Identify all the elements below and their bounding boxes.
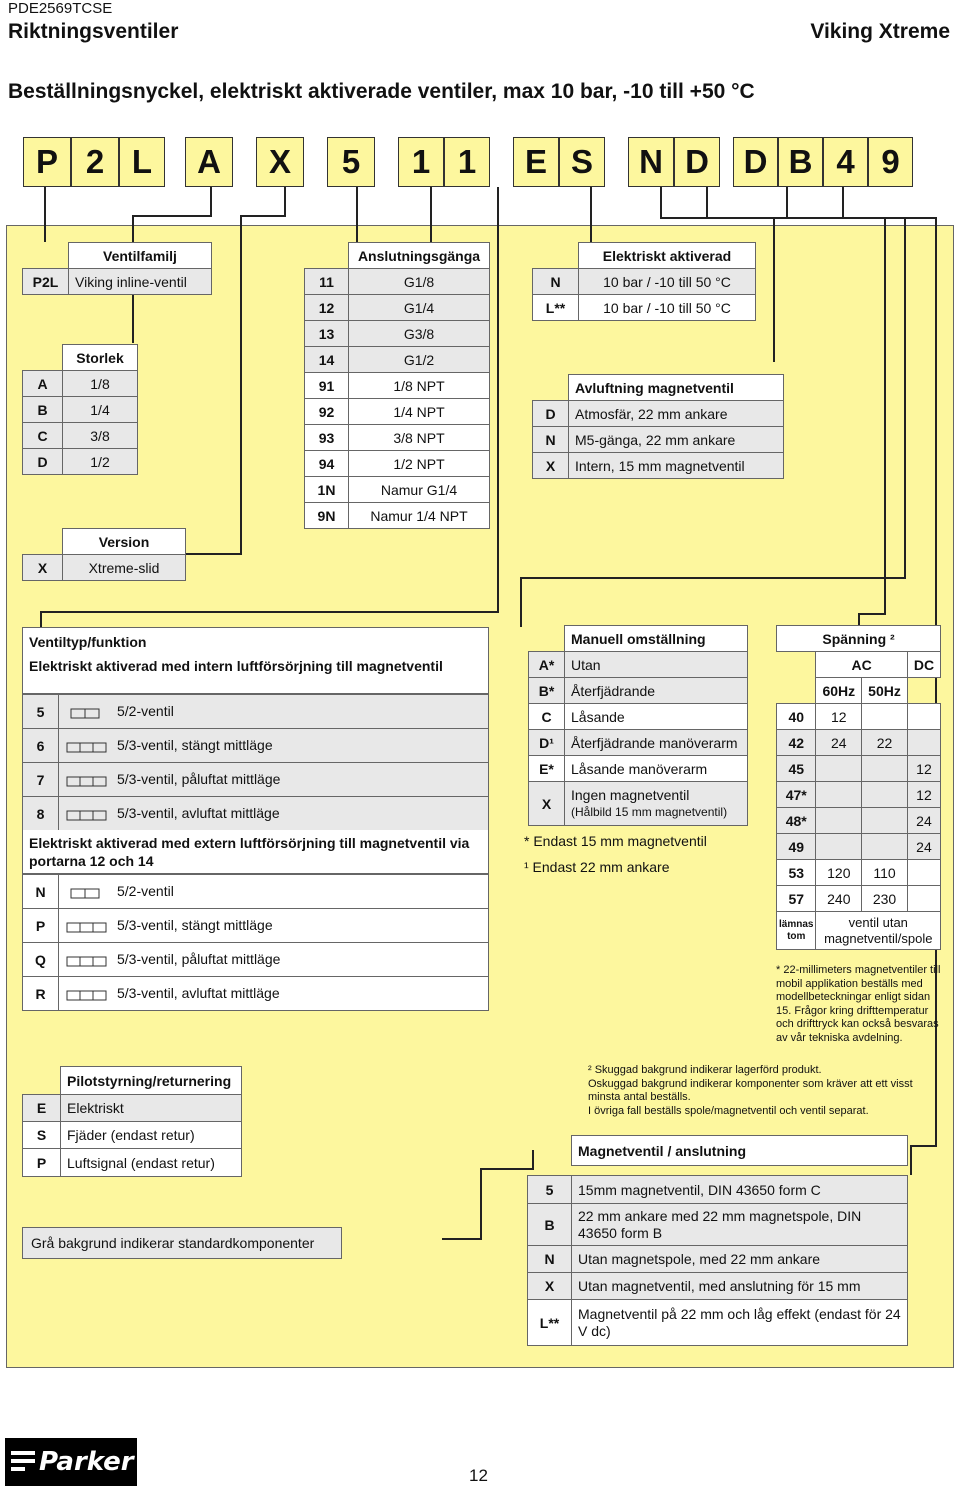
elektriskt-table	[532, 242, 756, 321]
magnetventil-code: N	[528, 1246, 572, 1273]
ventiltyp-code: 5	[23, 695, 59, 729]
elektriskt-title: Elektriskt aktiverad	[579, 243, 756, 269]
pilot-table	[22, 1066, 242, 1177]
ventilfamilj-title: Ventilfamilj	[69, 243, 212, 269]
spanning-tom-label: ventil utan magnetventil/spole	[816, 912, 941, 950]
spanning-title: Spänning ²	[777, 626, 941, 652]
anslutning-table	[304, 242, 490, 529]
key-cell: 9	[868, 137, 913, 187]
spanning-value: 240	[816, 886, 862, 912]
ventiltyp-label: 5/3-ventil, avluftat mittläge	[117, 985, 280, 1002]
spanning-code: 42	[777, 730, 816, 756]
valve-symbol-icon	[65, 988, 109, 1002]
key-cell: D	[733, 137, 778, 187]
pilot-label: Fjäder (endast retur)	[61, 1122, 242, 1149]
ventiltyp-label: 5/3-ventil, stängt mittläge	[117, 917, 273, 934]
manuell-label: Återfjädrande manöverarm	[565, 730, 748, 756]
anslutning-label: Namur 1/4 NPT	[349, 503, 490, 529]
magnetventil-label: 15mm magnetventil, DIN 43650 form C	[572, 1176, 908, 1204]
key-cell: A	[185, 137, 233, 187]
manuell-table	[528, 625, 748, 826]
key-cell: X	[256, 137, 304, 187]
ventiltyp-label: 5/2-ventil	[117, 703, 174, 720]
brand-name: Viking Xtreme	[810, 20, 950, 43]
avluftning-label: M5-gänga, 22 mm ankare	[569, 427, 784, 453]
spanning-value	[907, 860, 940, 886]
spanning-dc: DC	[907, 652, 940, 678]
parker-logo-text: Parker	[39, 1447, 134, 1477]
magnetventil-label: Utan magnetspole, med 22 mm ankare	[572, 1246, 908, 1273]
manuell-sublabel: (Hålbild 15 mm magnetventil)	[571, 805, 728, 819]
storlek-label: 3/8	[63, 423, 138, 449]
ventiltyp-label: 5/2-ventil	[117, 883, 174, 900]
ventilfamilj-code: P2L	[23, 269, 69, 295]
anslutning-label: G1/8	[349, 269, 490, 295]
parker-emblem-icon	[9, 1447, 39, 1477]
spanning-value: 12	[816, 704, 862, 730]
spanning-code: 48*	[777, 808, 816, 834]
elektriskt-code: L**	[533, 295, 579, 321]
avluftning-label: Intern, 15 mm magnetventil	[569, 453, 784, 479]
storlek-code: D	[23, 449, 63, 475]
spanning-value	[816, 756, 862, 782]
version-table	[22, 528, 186, 581]
pilot-title: Pilotstyrning/returnering	[61, 1067, 242, 1095]
ventiltyp-code: 8	[23, 797, 59, 831]
page-number: 12	[469, 1466, 488, 1485]
spanning-60hz: 60Hz	[816, 678, 862, 704]
magnetventil-label: 22 mm ankare med 22 mm magnetspole, DIN 43650 form B	[572, 1204, 908, 1246]
key-cell: P	[23, 137, 71, 187]
pilot-code: P	[23, 1149, 61, 1177]
manuell-label: Låsande manöverarm	[565, 756, 748, 782]
ventiltyp-code: R	[23, 977, 59, 1011]
storlek-code: C	[23, 423, 63, 449]
key-cell: 1	[444, 137, 490, 187]
anslutning-label: 1/8 NPT	[349, 373, 490, 399]
spanning-code: 40	[777, 704, 816, 730]
ventilfamilj-label: Viking inline-ventil	[69, 269, 212, 295]
elektriskt-code: N	[533, 269, 579, 295]
ventiltyp-code: N	[23, 875, 59, 909]
version-code: X	[23, 555, 63, 581]
spanning-value: 230	[862, 886, 908, 912]
anslutning-code: 14	[305, 347, 349, 373]
anslutning-code: 91	[305, 373, 349, 399]
spanning-value: 24	[907, 808, 940, 834]
spanning-code: 45	[777, 756, 816, 782]
valve-symbol-icon	[65, 808, 109, 822]
avluftning-label: Atmosfär, 22 mm ankare	[569, 401, 784, 427]
stock-note	[588, 1064, 938, 1118]
storlek-title: Storlek	[63, 345, 138, 371]
anslutning-code: 92	[305, 399, 349, 425]
magnetventil-code: L**	[528, 1300, 572, 1346]
key-cell: 4	[823, 137, 868, 187]
avluftning-code: N	[533, 427, 569, 453]
avluftning-code: D	[533, 401, 569, 427]
anslutning-code: 94	[305, 451, 349, 477]
key-cell: L	[119, 137, 165, 187]
anslutning-label: Namur G1/4	[349, 477, 490, 503]
ventiltyp-intern-title: Elektriskt aktiverad med intern luftförsörjning till magnetventil	[22, 656, 489, 694]
manuell-code: C	[529, 704, 565, 730]
spanning-value: 12	[907, 782, 940, 808]
magnetventil-label: Magnetventil på 22 mm och låg effekt (endast för 24 V dc)	[572, 1300, 908, 1346]
spanning-value: 22	[862, 730, 908, 756]
ventiltyp-code: Q	[23, 943, 59, 977]
spanning-table	[776, 625, 941, 950]
ventiltyp-extern-title: Elektriskt aktiverad med extern luftförsörjning till magnetventil via portarna 12 och 14	[22, 830, 489, 874]
stock-note-line: I övriga fall beställs spole/magnetventil och ventil separat.	[588, 1104, 869, 1117]
pilot-label: Elektriskt	[61, 1095, 242, 1122]
storlek-label: 1/4	[63, 397, 138, 423]
spanning-value	[862, 808, 908, 834]
valve-symbol-icon	[65, 706, 109, 720]
spanning-50hz: 50Hz	[862, 678, 908, 704]
key-cell: D	[674, 137, 720, 187]
storlek-table	[22, 344, 138, 475]
spanning-code: 47*	[777, 782, 816, 808]
ventilfamilj-table	[22, 242, 212, 295]
key-cell: E	[513, 137, 559, 187]
anslutning-label: 3/8 NPT	[349, 425, 490, 451]
manuell-label: Ingen magnetventil	[571, 787, 690, 803]
section-title: Beställningsnyckel, elektriskt aktiverade ventiler, max 10 bar, -10 till +50 °C	[8, 80, 755, 103]
page-title: Riktningsventiler	[8, 20, 179, 43]
spanning-value	[816, 782, 862, 808]
avluftning-title: Avluftning magnetventil	[569, 375, 784, 401]
ventiltyp-label: 5/3-ventil, påluftat mittläge	[117, 951, 281, 968]
spanning-value	[862, 704, 908, 730]
spanning-code: 53	[777, 860, 816, 886]
magnetventil-code: X	[528, 1273, 572, 1300]
valve-symbol-icon	[65, 886, 109, 900]
ventiltyp-label: 5/3-ventil, påluftat mittläge	[117, 771, 281, 788]
key-cell: N	[628, 137, 674, 187]
spanning-ac: AC	[816, 652, 907, 678]
spanning-value: 24	[816, 730, 862, 756]
magnetventil-label: Utan magnetventil, med anslutning för 15 mm	[572, 1273, 908, 1300]
manuell-label: Återfjädrande	[565, 678, 748, 704]
version-label: Xtreme-slid	[63, 555, 186, 581]
parker-logo	[5, 1438, 137, 1486]
valve-symbol-icon	[65, 920, 109, 934]
valve-symbol-icon	[65, 740, 109, 754]
spanning-value	[862, 756, 908, 782]
anslutning-code: 11	[305, 269, 349, 295]
pilot-label: Luftsignal (endast retur)	[61, 1149, 242, 1177]
valve-symbol-icon	[65, 954, 109, 968]
pilot-code: E	[23, 1095, 61, 1122]
key-cell: S	[559, 137, 605, 187]
storlek-label: 1/8	[63, 371, 138, 397]
spanning-value	[907, 886, 940, 912]
anslutning-code: 1N	[305, 477, 349, 503]
manuell-label: Låsande	[565, 704, 748, 730]
grey-background-note: Grå bakgrund indikerar standardkomponenter	[22, 1227, 342, 1259]
manuell-note-1: * Endast 15 mm magnetventil	[524, 833, 707, 849]
spanning-code: 49	[777, 834, 816, 860]
stock-note-line: Oskuggad bakgrund indikerar komponenter som kräver att ett visst minsta antal beställs.	[588, 1077, 913, 1103]
manuell-code: D¹	[529, 730, 565, 756]
manuell-code: X	[529, 782, 565, 826]
spanning-value	[907, 730, 940, 756]
spanning-value	[862, 782, 908, 808]
anslutning-code: 93	[305, 425, 349, 451]
ventiltyp-label: 5/3-ventil, avluftat mittläge	[117, 805, 280, 822]
spanning-value	[816, 834, 862, 860]
avluftning-code: X	[533, 453, 569, 479]
manuell-code: E*	[529, 756, 565, 782]
spanning-code: 57	[777, 886, 816, 912]
manuell-code: A*	[529, 652, 565, 678]
stock-note-line: ² Skuggad bakgrund indikerar lagerförd produkt.	[588, 1064, 822, 1076]
magnetventil-code: 5	[528, 1176, 572, 1204]
storlek-label: 1/2	[63, 449, 138, 475]
elektriskt-label: 10 bar / -10 till 50 °C	[579, 269, 756, 295]
manuell-code: B*	[529, 678, 565, 704]
spanning-tom-code: lämnas tom	[777, 912, 816, 950]
magnetventil-title: Magnetventil / anslutning	[572, 1136, 908, 1166]
magnetventil-table	[527, 1135, 908, 1346]
spanning-value: 110	[862, 860, 908, 886]
spanning-value: 120	[816, 860, 862, 886]
ventiltyp-code: 6	[23, 729, 59, 763]
pilot-code: S	[23, 1122, 61, 1149]
spanning-value: 24	[907, 834, 940, 860]
manuell-note-2: ¹ Endast 22 mm ankare	[524, 859, 670, 875]
order-key	[23, 137, 935, 187]
ventiltyp-label: 5/3-ventil, stängt mittläge	[117, 737, 273, 754]
avluftning-table	[532, 374, 784, 479]
valve-symbol-icon	[65, 774, 109, 788]
anslutning-title: Anslutningsgänga	[349, 243, 490, 269]
key-cell: 5	[327, 137, 375, 187]
spanning-value	[907, 704, 940, 730]
manuell-label: Utan	[565, 652, 748, 678]
document-code: PDE2569TCSE	[8, 0, 113, 17]
anslutning-label: G1/4	[349, 295, 490, 321]
anslutning-code: 12	[305, 295, 349, 321]
manuell-title: Manuell omställning	[565, 626, 748, 652]
elektriskt-label: 10 bar / -10 till 50 °C	[579, 295, 756, 321]
ventiltyp-code: P	[23, 909, 59, 943]
key-cell: B	[778, 137, 823, 187]
ventiltyp-title: Ventiltyp/funktion	[22, 627, 489, 657]
spanning-value	[816, 808, 862, 834]
anslutning-label: 1/2 NPT	[349, 451, 490, 477]
voltage-note: * 22-millimeters magnetventiler till mobil applikation beställs med modellbeteckningar enligt sidan 15. Frågor kring drifttemperatur och drifttryck kan också besvaras av vår tekniska avdelning.	[776, 964, 941, 1044]
key-cell: 1	[398, 137, 444, 187]
ventiltyp-intern-table	[22, 694, 489, 831]
version-title: Version	[63, 529, 186, 555]
ventiltyp-code: 7	[23, 763, 59, 797]
spanning-value: 12	[907, 756, 940, 782]
anslutning-label: G1/2	[349, 347, 490, 373]
storlek-code: B	[23, 397, 63, 423]
anslutning-label: G3/8	[349, 321, 490, 347]
magnetventil-code: B	[528, 1204, 572, 1246]
key-cell: 2	[71, 137, 119, 187]
anslutning-code: 9N	[305, 503, 349, 529]
anslutning-label: 1/4 NPT	[349, 399, 490, 425]
ventiltyp-extern-table	[22, 874, 489, 1011]
spanning-value	[862, 834, 908, 860]
anslutning-code: 13	[305, 321, 349, 347]
storlek-code: A	[23, 371, 63, 397]
